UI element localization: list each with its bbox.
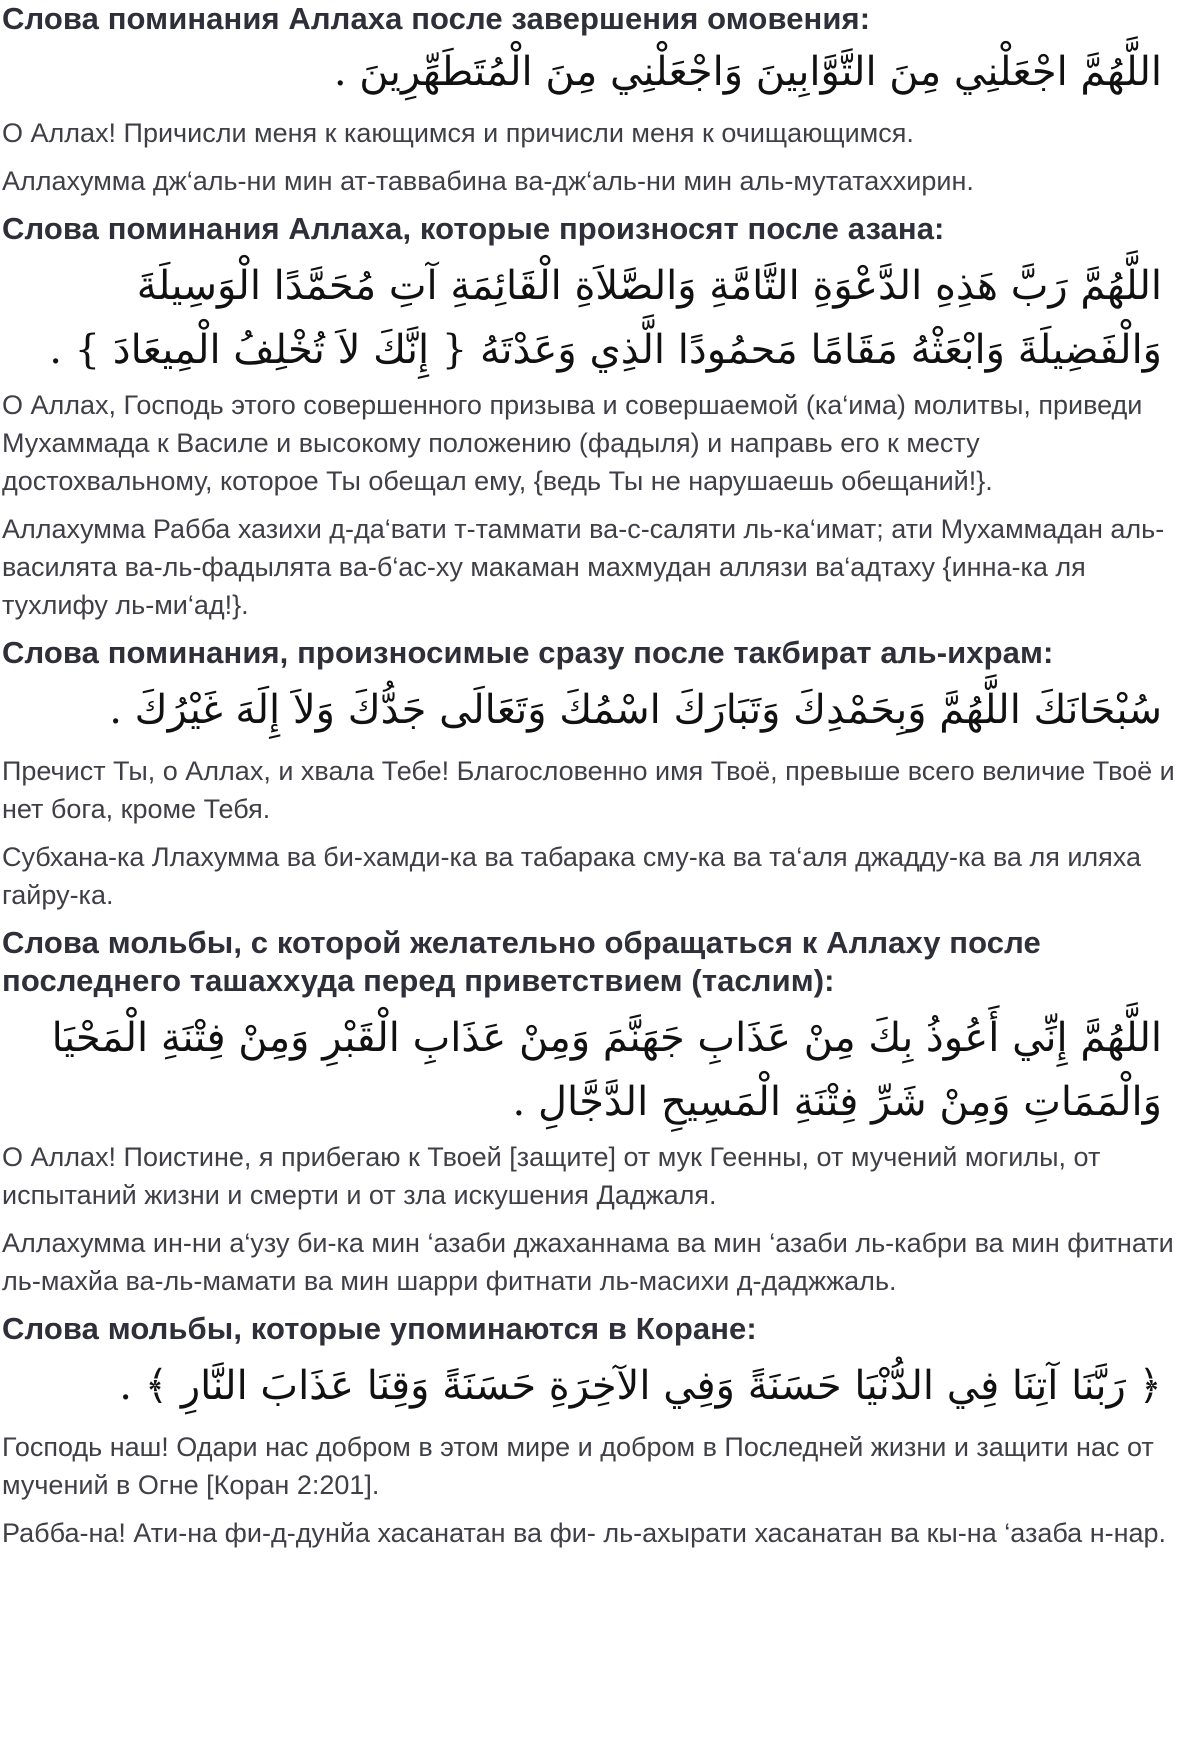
translation-text: О Аллах! Причисли меня к кающимся и причисли меня к очищающимся.: [2, 118, 914, 148]
section-quran-dua: [2, 1310, 1180, 1552]
section-after-adhan: [2, 210, 1180, 624]
section-heading: Слова поминания, произносимые сразу после такбират аль-ихрам:: [2, 635, 1054, 670]
translation-text: О Аллах, Господь этого совершенного призыва и совершаемой (ка‘има) молитвы, приведи Мухаммада к Василе и высокому положению (фадыля) и направь его к месту достохвальному, которое Ты обещал ему, {ведь Ты не нарушаешь обещаний!}.: [2, 390, 1143, 496]
transliteration-text: Субхана-ка Ллахумма ва би-хамди-ка ва табарака сму-ка ва та‘аля джадду-ка ва ля иляха гайру-ка.: [2, 842, 1141, 910]
transliteration-text: Аллахумма ин-ни а‘узу би-ка мин ‘азаби джаханнама ва мин ‘азаби ль-кабри ва мин фитнати ль-махйа ва-ль-мамати ва мин шарри фитнати ль-масихи д-даджжаль.: [2, 1228, 1174, 1296]
translation-text: Господь наш! Одари нас добром в этом мире и добром в Последней жизни и защити нас от мучений в Огне [Коран 2:201].: [2, 1432, 1154, 1500]
translation-text: О Аллах! Поистине, я прибегаю к Твоей [защите] от мук Геенны, от мучений могилы, от испытаний жизни и смерти и от зла искушения Даджаля.: [2, 1142, 1101, 1210]
transliteration-text: Аллахумма дж‘аль-ни мин ат-таввабина ва-дж‘аль-ни мин аль-мутатаххирин.: [2, 166, 974, 196]
transliteration-text: Рабба-на! Ати-на фи-д-дунйа хасанатан ва фи- ль-ахырати хасанатан ва кы-на ‘азаба н-нар.: [2, 1518, 1167, 1548]
arabic-text: اللَّهُمَّ اجْعَلْنِي مِنَ التَّوَّابِينَ وَاجْعَلْنِي مِنَ الْمُتَطَهِّرِينَ .: [333, 49, 1162, 95]
arabic-text: اللَّهُمَّ رَبَّ هَذِهِ الدَّعْوَةِ التَّامَّةِ وَالصَّلاَةِ الْقَائِمَةِ آتِ مُحَمَّدًا الْوَسِيلَةَ وَالْفَضِيلَةَ وَابْعَثْهُ مَقَامًا مَحمُودًا الَّذِي وَعَدْتَهُ { إِنَّكَ لاَ تُخْلِفُ الْمِيعَادَ } .: [49, 263, 1162, 373]
arabic-text: سُبْحَانَكَ اللَّهُمَّ وَبِحَمْدِكَ وَتَبَارَكَ اسْمُكَ وَتَعَالَى جَدُّكَ وَلاَ إِلَهَ غَيْرُكَ .: [109, 687, 1162, 733]
section-after-tashahhud: [2, 924, 1180, 1300]
transliteration-text: Аллахумма Рабба хазихи д-да‘вати т-таммати ва-с-саляти ль-ка‘имат; ати Мухаммадан аль-василята ва-ль-фадылята ва-б‘ас-ху макаман махмудан аллязи ва‘адтаху {инна-ка ля тухлифу ль-ми‘ад!}.: [2, 514, 1165, 620]
section-heading: Слова поминания Аллаха, которые произносят после азана:: [2, 211, 945, 246]
section-after-takbir: [2, 634, 1180, 914]
arabic-text: ﴿ رَبَّنَا آتِنَا فِي الدُّنْيَا حَسَنَةً وَفِي الآخِرَةِ حَسَنَةً وَقِنَا عَذَابَ النَّارِ ﴾ .: [119, 1363, 1162, 1409]
section-heading: Слова поминания Аллаха после завершения омовения:: [2, 1, 871, 36]
arabic-text: اللَّهُمَّ إِنِّي أَعُوذُ بِكَ مِنْ عَذَابِ جَهَنَّمَ وَمِنْ عَذَابِ الْقَبْرِ وَمِنْ فِتْنَةِ الْمَحْيَا وَالْمَمَاتِ وَمِنْ شَرِّ فِتْنَةِ الْمَسِيحِ الدَّجَّالِ .: [51, 1015, 1162, 1125]
translation-text: Пречист Ты, о Аллах, и хвала Тебе! Благословенно имя Твоё, превыше всего величие Твоё и нет бога, кроме Тебя.: [2, 756, 1175, 824]
section-after-ablution: [2, 0, 1180, 200]
section-heading: Слова мольбы, которые упоминаются в Коране:: [2, 1311, 757, 1346]
section-heading: Слова мольбы, с которой желательно обращаться к Аллаху после последнего ташаххуда перед приветствием (таслим):: [2, 925, 1041, 998]
